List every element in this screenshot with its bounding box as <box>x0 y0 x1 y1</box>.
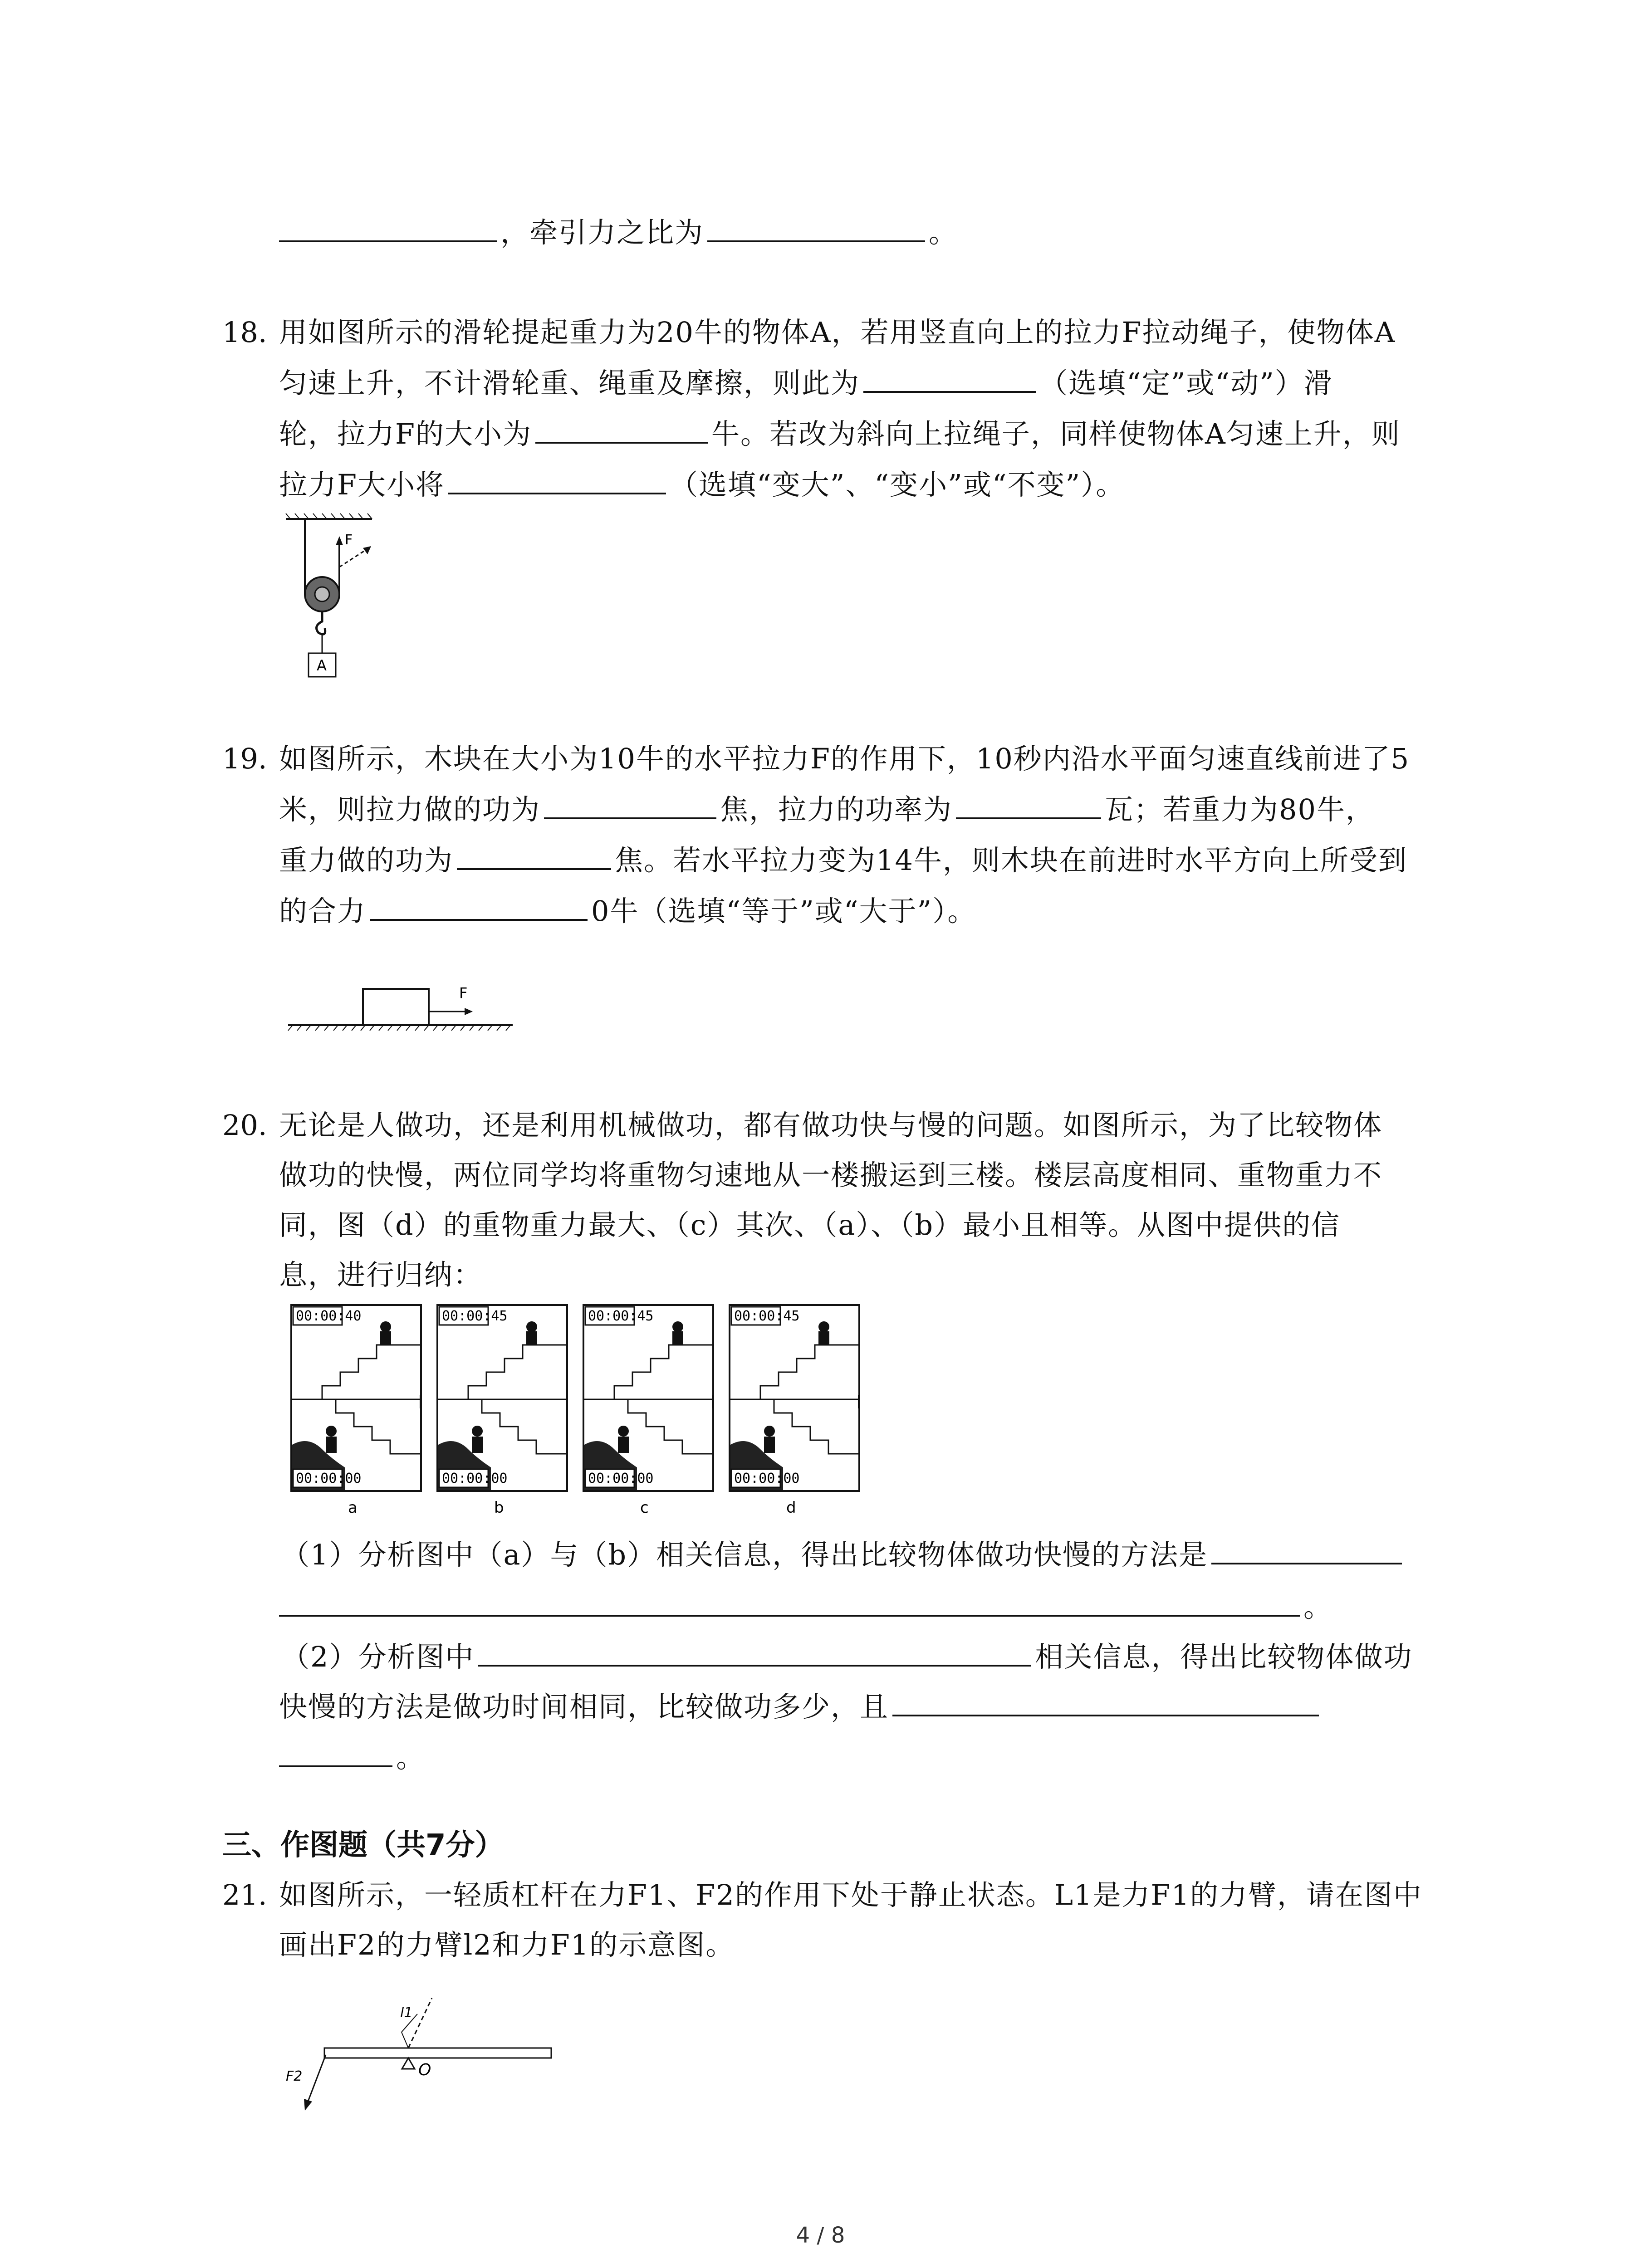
stair-panel-c <box>583 1304 714 1517</box>
stair-panel-b <box>436 1304 568 1517</box>
q18-line2: 匀速上升，不计滑轮重、绳重及摩擦，则此为 （选填“定”或“动”）滑 <box>279 364 1333 403</box>
q18-line4: 拉力F大小将 （选填“变大”、“变小”或“不变”）。 <box>279 465 1125 504</box>
question-number: 18. <box>222 316 267 349</box>
q20-sub1: （1）分析图中（a）与（b）相关信息，得出比较物体做功快慢的方法是 <box>281 1535 1406 1574</box>
panel-label: b <box>494 1499 504 1517</box>
force-label: F <box>345 532 353 548</box>
q20-line1: 无论是人做功，还是利用机械做功，都有做功快与慢的问题。如图所示，为了比较物体 <box>279 1109 1383 1142</box>
section-title: 三、作图题（共7分） <box>222 1828 504 1862</box>
answer-blank[interactable] <box>279 1589 1300 1617</box>
stair-panel-d <box>729 1304 860 1517</box>
answer-blank[interactable] <box>279 214 497 242</box>
answer-blank[interactable] <box>707 214 925 242</box>
q19-line1: 如图所示，木块在大小为10牛的水平拉力F的作用下，10秒内沿水平面匀速直线前进了5 <box>279 742 1410 775</box>
q19-line4: 的合力 0牛（选填“等于”或“大于”）。 <box>279 892 976 931</box>
answer-blank[interactable] <box>370 893 588 921</box>
lever-figure <box>272 1980 563 2116</box>
q20-line4: 息，进行归纳： <box>279 1258 483 1291</box>
answer-blank[interactable] <box>956 791 1101 819</box>
object-a-label: A <box>317 657 327 674</box>
timer-top: 00:00:40 <box>296 1308 362 1324</box>
page-number: 4 / 8 <box>796 2223 845 2248</box>
answer-blank[interactable] <box>1211 1536 1402 1564</box>
block-figure <box>286 975 522 1043</box>
panel-label: d <box>786 1499 796 1517</box>
answer-blank[interactable] <box>448 466 666 494</box>
force-label: F <box>459 984 468 1002</box>
stair-panels <box>290 1304 857 1522</box>
answer-blank[interactable] <box>535 415 708 444</box>
panel-label: a <box>348 1499 358 1517</box>
pulley-figure <box>281 513 399 685</box>
q20-sub2-cont: 快慢的方法是做功时间相同，比较做功多少，且 <box>279 1687 1323 1726</box>
stair-panel-a <box>290 1304 422 1517</box>
question-number: 20. <box>222 1109 267 1142</box>
answer-blank[interactable] <box>457 842 611 870</box>
panel-label: c <box>640 1499 649 1517</box>
timer-top: 00:00:45 <box>734 1308 800 1324</box>
timer-bottom: 00:00:00 <box>588 1471 654 1486</box>
question-number: 21. <box>222 1878 267 1911</box>
q21-line2: 画出F2的力臂l2和力F1的示意图。 <box>279 1928 735 1961</box>
q20-sub2: （2）分析图中 相关信息，得出比较物体做功 <box>281 1637 1412 1677</box>
answer-blank[interactable] <box>478 1638 1031 1667</box>
q20-line2: 做功的快慢，两位同学均将重物匀速地从一楼搬运到三楼。楼层高度相同、重物重力不 <box>279 1158 1383 1192</box>
q17-tail: ，牵引力之比为 。 <box>279 213 958 252</box>
q20-sub1-cont: 。 <box>279 1588 1332 1627</box>
q18-line3: 轮，拉力F的大小为 牛。若改为斜向上拉绳子，同样使物体A匀速上升，则 <box>279 415 1401 454</box>
answer-blank[interactable] <box>892 1688 1319 1716</box>
timer-bottom: 00:00:00 <box>442 1471 508 1486</box>
q19-line3: 重力做的功为 焦。若水平拉力变为14牛，则木块在前进时水平方向上所受到 <box>279 841 1407 880</box>
arm-label: l1 <box>400 2005 413 2021</box>
pivot-label: O <box>418 2061 431 2079</box>
timer-top: 00:00:45 <box>442 1308 508 1324</box>
timer-bottom: 00:00:00 <box>734 1471 800 1486</box>
answer-blank[interactable] <box>544 791 716 819</box>
q20-line3: 同，图（d）的重物重力最大、（c）其次、（a）、（b）最小且相等。从图中提供的信 <box>279 1208 1341 1242</box>
q18-line1: 用如图所示的滑轮提起重力为20牛的物体A，若用竖直向上的拉力F拉动绳子，使物体A <box>279 316 1396 349</box>
q21-line1: 如图所示，一轻质杠杆在力F1、F2的作用下处于静止状态。L1是力F1的力臂，请在图中 <box>279 1878 1423 1911</box>
timer-top: 00:00:45 <box>588 1308 654 1324</box>
q20-sub2-end: 。 <box>279 1738 425 1777</box>
timer-bottom: 00:00:00 <box>296 1471 362 1486</box>
q19-line2: 米，则拉力做的功为 焦，拉力的功率为 瓦；若重力为80牛， <box>279 790 1375 829</box>
answer-blank[interactable] <box>863 365 1036 393</box>
question-number: 19. <box>222 742 267 775</box>
answer-blank[interactable] <box>279 1739 392 1767</box>
force-label: F2 <box>286 2068 303 2084</box>
